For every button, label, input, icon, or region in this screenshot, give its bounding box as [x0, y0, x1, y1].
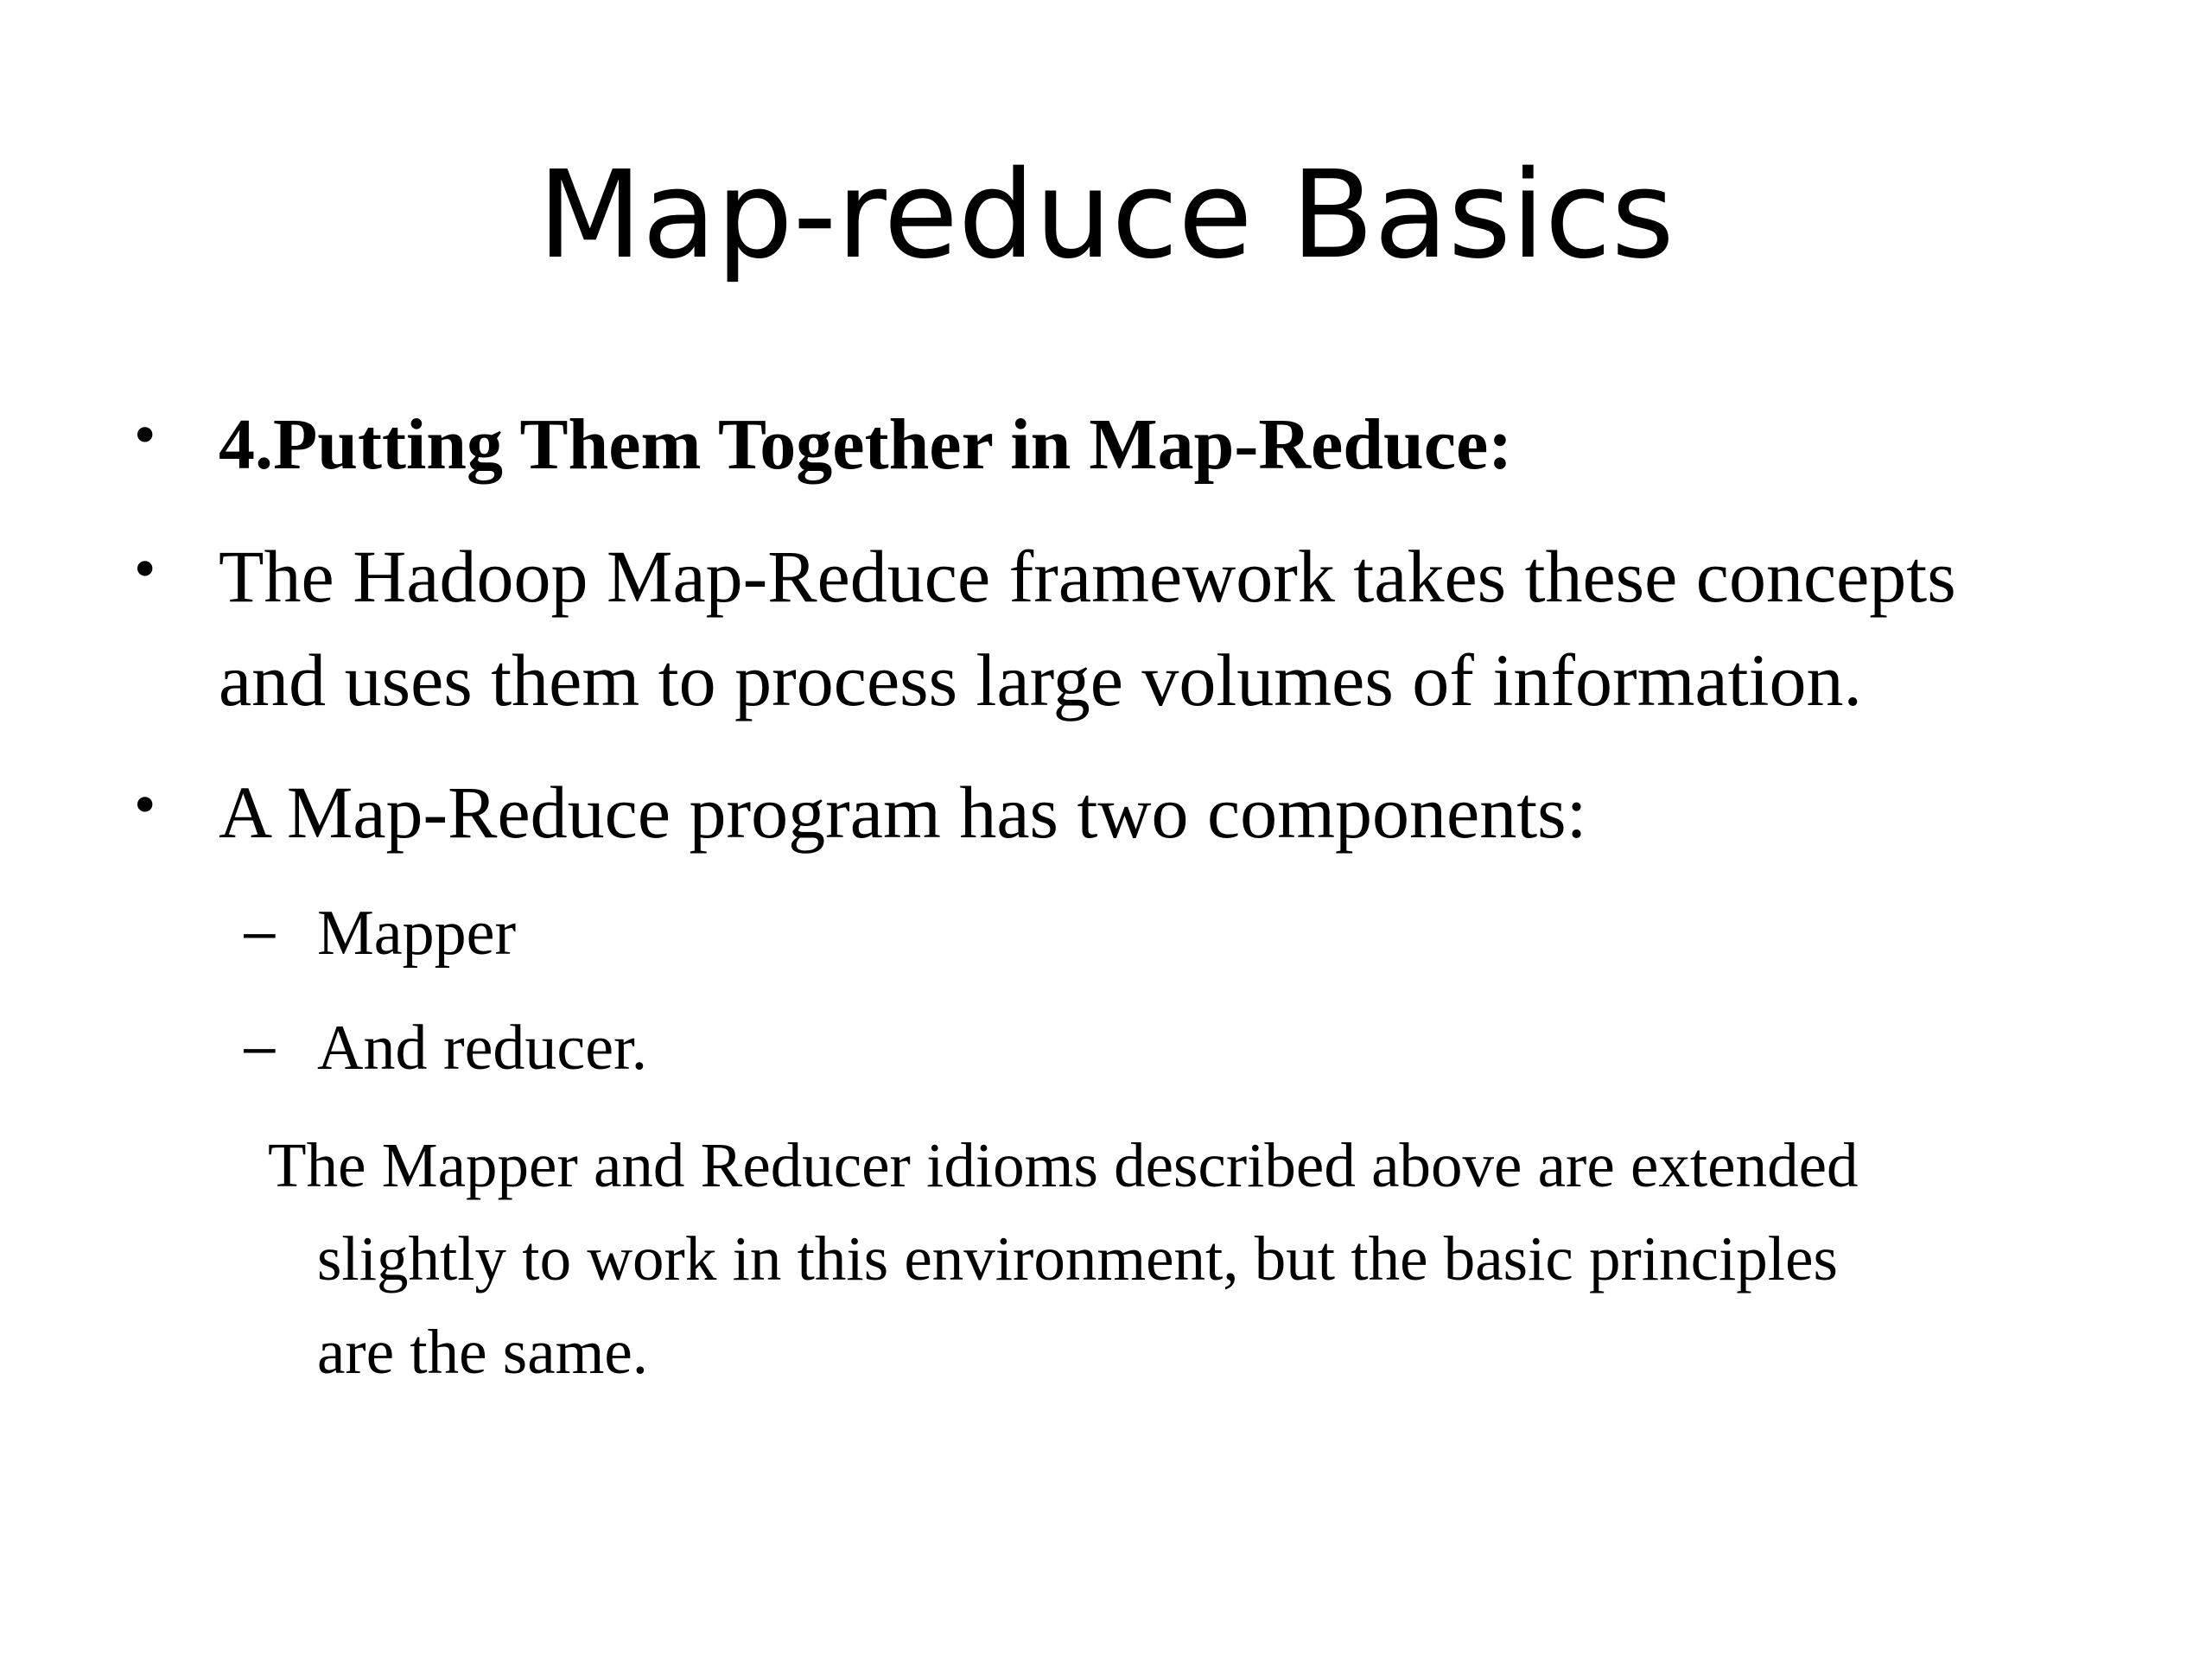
paragraph-line: are the same.	[317, 1317, 649, 1387]
subitem-dash: –	[244, 899, 276, 963]
subitem-dash: –	[244, 1014, 276, 1077]
slide-title: Map-reduce Basics	[537, 145, 1675, 286]
subitem-mapper: Mapper	[317, 898, 517, 969]
bullet-heading: 4.Putting Them Together in Map-Reduce:	[219, 404, 1513, 485]
bullet-marker: •	[130, 406, 161, 467]
subitem-reducer: And reducer.	[317, 1013, 648, 1084]
bullet-text-line: The Hadoop Map-Reduce framework takes these concepts	[219, 535, 1956, 618]
bullet-marker: •	[130, 776, 161, 836]
paragraph-line: The Mapper and Reducer idioms described above are extended	[268, 1130, 1859, 1200]
bullet-marker: •	[130, 540, 161, 601]
bullet-text-line: A Map-Reduce program has two components:	[219, 771, 1587, 854]
bullet-text-line: and uses them to process large volumes of information.	[219, 639, 1862, 721]
paragraph-line: slightly to work in this environment, but the basic principles	[317, 1224, 1838, 1294]
